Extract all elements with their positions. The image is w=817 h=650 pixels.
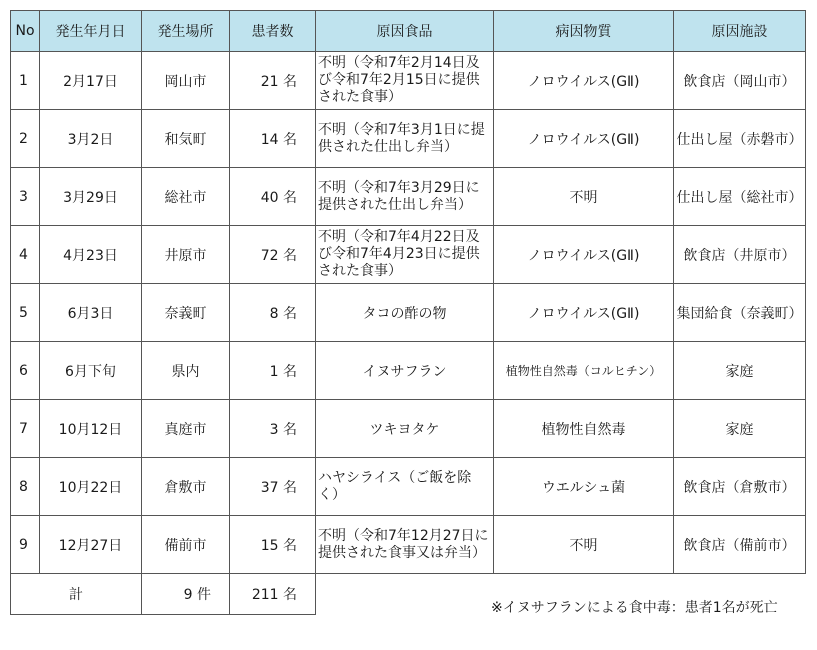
table-row — [11, 458, 806, 516]
cell-no: 1 — [11, 52, 40, 110]
cell-date: 10月12日 — [40, 400, 142, 458]
cell-facility: 飲食店（岡山市） — [674, 52, 806, 110]
table-row — [11, 516, 806, 574]
cell-no: 5 — [11, 284, 40, 342]
header-no: No — [11, 11, 40, 52]
cell-agent: ノロウイルス(GⅡ) — [494, 226, 674, 284]
food-poisoning-table — [10, 10, 806, 615]
header-facility: 原因施設 — [674, 11, 806, 52]
cell-patients: 72 名 — [230, 226, 316, 284]
cell-place: 倉敷市 — [142, 458, 230, 516]
cell-food: 不明（令和7年4月22日及び令和7年4月23日に提供された食事） — [316, 226, 494, 284]
cell-food: 不明（令和7年3月1日に提供された仕出し弁当） — [316, 110, 494, 168]
header-agent: 病因物質 — [494, 11, 674, 52]
total-patients: 211 名 — [230, 574, 316, 615]
footnote: ※イヌサフランによる食中毒：患者1名が死亡 — [491, 600, 778, 616]
cell-food: 不明（令和7年2月14日及び令和7年2月15日に提供された食事） — [316, 52, 494, 110]
table-row — [11, 226, 806, 284]
cell-no: 6 — [11, 342, 40, 400]
cell-patients: 21 名 — [230, 52, 316, 110]
table-row — [11, 400, 806, 458]
cell-place: 岡山市 — [142, 52, 230, 110]
cell-date: 2月17日 — [40, 52, 142, 110]
cell-place: 総社市 — [142, 168, 230, 226]
header-food: 原因食品 — [316, 11, 494, 52]
cell-no: 9 — [11, 516, 40, 574]
cell-agent: 不明 — [494, 516, 674, 574]
table-row — [11, 342, 806, 400]
cell-date: 6月下旬 — [40, 342, 142, 400]
cell-patients: 8 名 — [230, 284, 316, 342]
header-patients: 患者数 — [230, 11, 316, 52]
cell-agent: 植物性自然毒（コルヒチン） — [494, 342, 674, 400]
header-date: 発生年月日 — [40, 11, 142, 52]
table-row — [11, 168, 806, 226]
cell-facility: 飲食店（井原市） — [674, 226, 806, 284]
cell-agent: ノロウイルス(GⅡ) — [494, 284, 674, 342]
cell-food: 不明（令和7年3月29日に提供された仕出し弁当） — [316, 168, 494, 226]
cell-patients: 40 名 — [230, 168, 316, 226]
cell-place: 和気町 — [142, 110, 230, 168]
cell-patients: 1 名 — [230, 342, 316, 400]
cell-place: 備前市 — [142, 516, 230, 574]
total-label: 計 — [11, 574, 142, 615]
cell-date: 3月29日 — [40, 168, 142, 226]
cell-facility: 飲食店（倉敷市） — [674, 458, 806, 516]
cell-agent: ウエルシュ菌 — [494, 458, 674, 516]
cell-date: 4月23日 — [40, 226, 142, 284]
cell-agent: 不明 — [494, 168, 674, 226]
table-row — [11, 52, 806, 110]
cell-agent: ノロウイルス(GⅡ) — [494, 110, 674, 168]
cell-facility: 仕出し屋（総社市） — [674, 168, 806, 226]
cell-place: 奈義町 — [142, 284, 230, 342]
cell-patients: 37 名 — [230, 458, 316, 516]
cell-date: 10月22日 — [40, 458, 142, 516]
cell-patients: 3 名 — [230, 400, 316, 458]
cell-agent: ノロウイルス(GⅡ) — [494, 52, 674, 110]
cell-agent: 植物性自然毒 — [494, 400, 674, 458]
cell-facility: 仕出し屋（赤磐市） — [674, 110, 806, 168]
cell-no: 7 — [11, 400, 40, 458]
header-place: 発生場所 — [142, 11, 230, 52]
cell-patients: 14 名 — [230, 110, 316, 168]
cell-no: 3 — [11, 168, 40, 226]
cell-food: イヌサフラン — [316, 342, 494, 400]
cell-place: 県内 — [142, 342, 230, 400]
cell-facility: 集団給食（奈義町） — [674, 284, 806, 342]
cell-place: 真庭市 — [142, 400, 230, 458]
cell-food: ツキヨタケ — [316, 400, 494, 458]
cell-date: 3月2日 — [40, 110, 142, 168]
cell-no: 4 — [11, 226, 40, 284]
cell-no: 8 — [11, 458, 40, 516]
cell-food: ハヤシライス（ご飯を除く） — [316, 458, 494, 516]
cell-patients: 15 名 — [230, 516, 316, 574]
total-cases: 9 件 — [142, 574, 230, 615]
cell-facility: 家庭 — [674, 342, 806, 400]
header-row — [11, 11, 806, 52]
cell-place: 井原市 — [142, 226, 230, 284]
cell-facility: 飲食店（備前市） — [674, 516, 806, 574]
cell-facility: 家庭 — [674, 400, 806, 458]
cell-food: タコの酢の物 — [316, 284, 494, 342]
table-row — [11, 110, 806, 168]
cell-date: 6月3日 — [40, 284, 142, 342]
cell-food: 不明（令和7年12月27日に提供された食事又は弁当） — [316, 516, 494, 574]
cell-date: 12月27日 — [40, 516, 142, 574]
table-row — [11, 284, 806, 342]
cell-no: 2 — [11, 110, 40, 168]
